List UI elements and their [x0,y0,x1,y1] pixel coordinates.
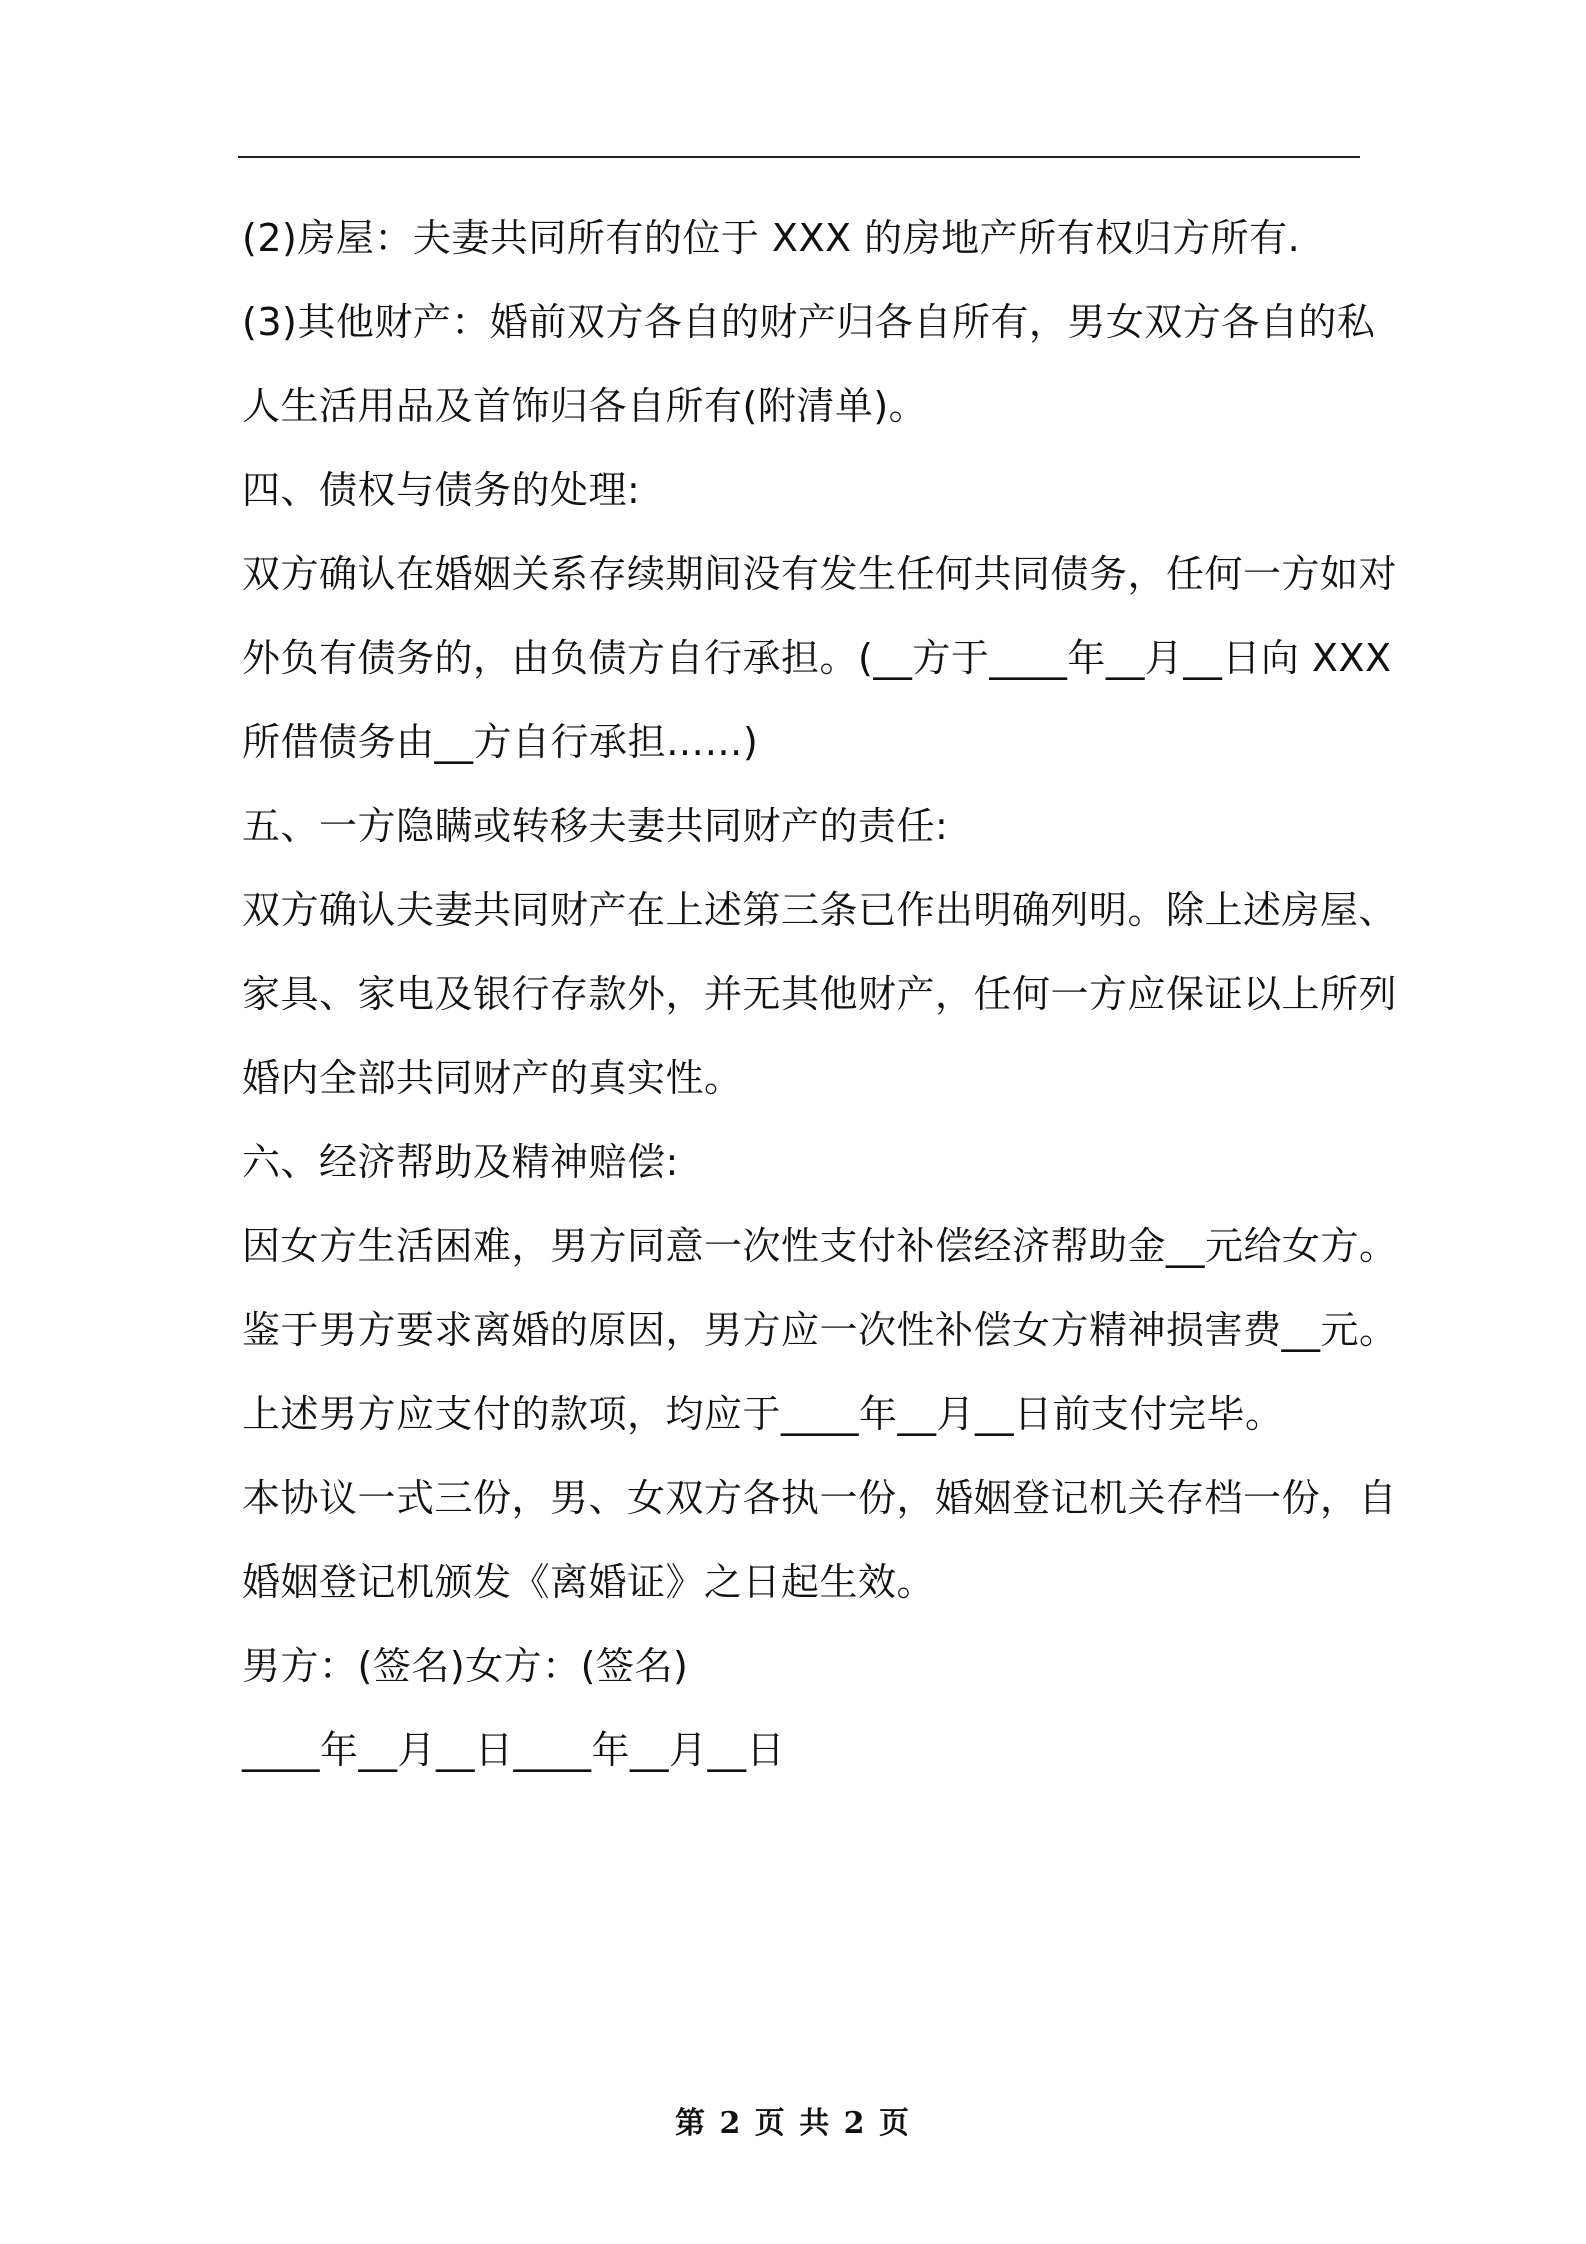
text-line-concealment-cont: 家具、家电及银行存款外，并无其他财产，任何一方应保证以上所列 [242,972,1398,1016]
text-line-other-property: (3)其他财产：婚前双方各自的财产归各自所有，男女双方各自的私 [242,300,1376,344]
text-line-debts-end: 所借债务由__方自行承担……) [242,720,759,764]
text-line-effective: 婚姻登记机颁发《离婚证》之日起生效。 [242,1560,936,1604]
text-line-house: (2)房屋：夫妻共同所有的位于 XXX 的房地产所有权归方所有. [242,216,1301,260]
text-line-payment-deadline: 上述男方应支付的款项，均应于____年__月__日前支付完毕。 [242,1392,1284,1436]
text-line-other-property-cont: 人生活用品及首饰归各自所有(附清单)。 [242,384,928,428]
signature-line: 男方：(签名)女方：(签名) [242,1644,689,1688]
page-number: 第 2 页 共 2 页 [675,2106,911,2141]
date-line: ____年__月__日____年__月__日 [242,1728,786,1772]
section-heading-debts: 四、债权与债务的处理: [242,468,641,512]
text-line-mental-damages: 鉴于男方要求离婚的原因，男方应一次性补偿女方精神损害费__元。 [242,1308,1398,1352]
section-heading-concealment: 五、一方隐瞒或转移夫妻共同财产的责任: [242,804,949,848]
header-rule [238,156,1360,158]
body-text [242,196,1398,1792]
text-line-concealment-end: 婚内全部共同财产的真实性。 [242,1056,743,1100]
text-line-concealment: 双方确认夫妻共同财产在上述第三条已作出明确列明。除上述房屋、 [242,888,1398,932]
section-heading-compensation: 六、经济帮助及精神赔偿: [242,1140,679,1184]
text-line-debts: 双方确认在婚姻关系存续期间没有发生任何共同债务，任何一方如对 [242,552,1398,596]
text-line-copies: 本协议一式三份，男、女双方各执一份，婚姻登记机关存档一份，自 [242,1476,1398,1520]
text-line-debts-cont: 外负有债务的，由负债方自行承担。(__方于____年__月__日向 XXX [242,636,1392,680]
text-line-economic-help: 因女方生活困难，男方同意一次性支付补偿经济帮助金__元给女方。 [242,1224,1398,1268]
